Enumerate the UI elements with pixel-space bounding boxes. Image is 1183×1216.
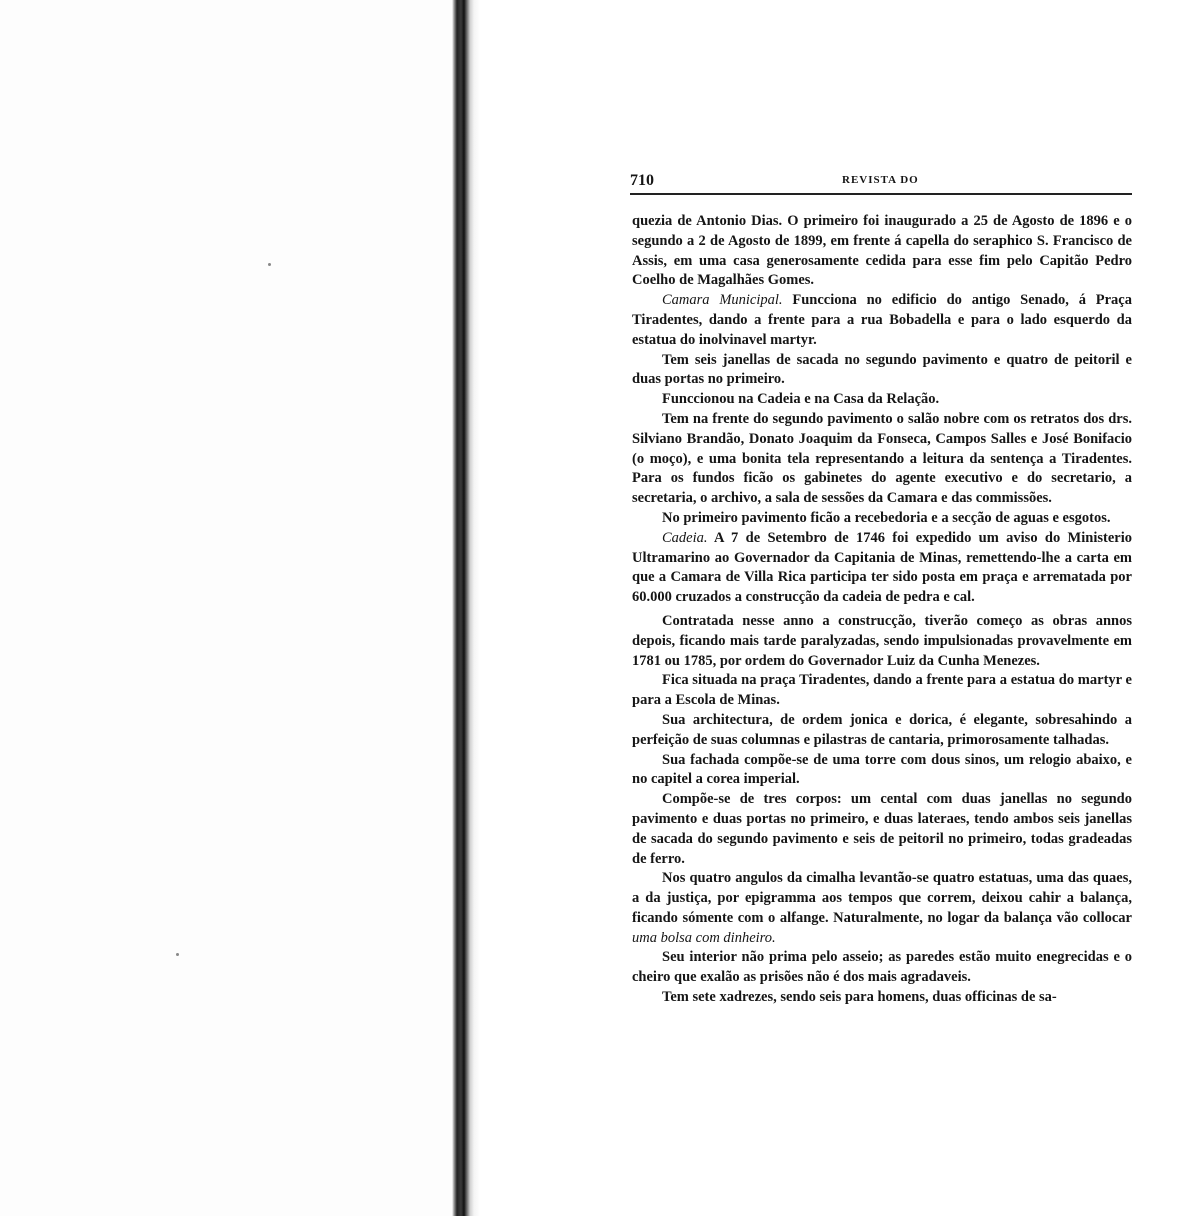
- paragraph-text: Nos quatro angulos da cimalha levantão-se quatro estatuas, uma das quaes, a da justiça, por epigramma aos tempos que correm, deixou cahir a balança, ficando sómente com o alfange. Naturalmente, no logar da balança vão collocar: [632, 870, 1132, 926]
- paragraph: [632, 390, 1132, 410]
- paragraph-text: Sua architectura, de ordem jonica e dorica, é elegante, sobresahindo a perfeição de suas columnas e pilastras de cantaria, primorosamente talhadas.: [632, 711, 1132, 748]
- paragraph-text: Tem na frente do segundo pavimento o salão nobre com os retratos dos drs. Silviano Brandão, Donato Joaquim da Fonseca, Campos Salles e José Bonifacio (o moço), e uma bonita tela representando a leitura da sentença a Tiradentes. Para os fundos ficão os gabinetes do agente executivo e do secretario, a secretaria, o archivo, a sala de sessões da Camara e das commissões.: [632, 410, 1132, 507]
- paper-speck: [176, 953, 179, 956]
- paragraph: [632, 351, 1132, 391]
- paragraph: [632, 509, 1132, 529]
- paragraph-text: Funcciona no edificio do antigo Senado, á Praça Tiradentes, dando a frente para a rua Bobadella e para o lado esquerdo da estatua do inolvinavel martyr.: [632, 292, 1132, 348]
- paragraph-text: Funccionou na Cadeia e na Casa da Relação.: [662, 391, 940, 408]
- body-text: [632, 212, 1132, 1008]
- header-rule: [630, 193, 1132, 195]
- paragraph-text: Tem seis janellas de sacada no segundo pavimento e quatro de peitoril e duas portas no primeiro.: [632, 351, 1132, 388]
- left-page-blank: [0, 0, 455, 1216]
- paragraph-text: Seu interior não prima pelo asseio; as paredes estão muito enegrecidas e o cheiro que exalão as prisões não é dos mais agradaveis.: [632, 949, 1132, 986]
- paragraph: [632, 869, 1132, 948]
- paragraph: [632, 212, 1132, 291]
- paragraph: [632, 948, 1132, 988]
- page-header: [630, 172, 1132, 194]
- paragraph: [632, 751, 1132, 791]
- section-heading-camara-municipal: Camara Municipal.: [662, 292, 783, 309]
- paragraph: [632, 988, 1132, 1008]
- running-head: REVISTA DO: [842, 174, 919, 186]
- paragraph-text: Tem sete xadrezes, sendo seis para homens, duas officinas de sa-: [662, 989, 1057, 1006]
- paragraph: [632, 612, 1132, 671]
- paragraph: [632, 671, 1132, 711]
- page-number: 710: [630, 172, 654, 189]
- paragraph: [632, 711, 1132, 751]
- paragraph: [632, 410, 1132, 509]
- book-spine-gutter: [452, 0, 480, 1216]
- paragraph: [632, 529, 1132, 608]
- paragraph-text: Compõe-se de tres corpos: um cental com duas janellas no segundo pavimento e duas portas no primeiro, e duas lateraes, tendo ambos seis janellas de sacada do segundo pavimento e seis de peitoril no primeiro, todas gradeadas de ferro.: [632, 791, 1132, 867]
- paragraph-text: quezia de Antonio Dias. O primeiro foi inaugurado a 25 de Agosto de 1896 e o segundo a 2 de Agosto de 1899, em frente á capella do seraphico S. Francisco de Assis, em uma casa generosamente cedida para esse fim pelo Capitão Pedro Coelho de Magalhães Gomes.: [632, 213, 1132, 289]
- paragraph: [632, 790, 1132, 869]
- paragraph-text: No primeiro pavimento ficão a recebedoria e a secção de aguas e esgotos.: [662, 509, 1111, 526]
- paragraph-text: Contratada nesse anno a construcção, tiverão começo as obras annos depois, ficando mais tarde paralyzadas, sendo impulsionadas provavelmente em 1781 ou 1785, por ordem do Governador Luiz da Cunha Menezes.: [632, 612, 1132, 669]
- paragraph-text: Fica situada na praça Tiradentes, dando a frente para a estatua do martyr e para a Escola de Minas.: [632, 672, 1132, 709]
- section-heading-cadeia: Cadeia.: [662, 529, 708, 546]
- paragraph: [632, 291, 1132, 350]
- paragraph-text: Sua fachada compõe-se de uma torre com dous sinos, um relogio abaixo, e no capitel a corea imperial.: [632, 751, 1132, 788]
- paper-speck: [268, 263, 271, 266]
- paragraph-text: A 7 de Setembro de 1746 foi expedido um aviso do Ministerio Ultramarino ao Governador da Capitania de Minas, remettendo-lhe a carta em que a Camara de Villa Rica participa ter sido posta em praça e arrematada por 60.000 cruzados a construcção da cadeia de pedra e cal.: [632, 529, 1132, 606]
- italic-phrase: uma bolsa com dinheiro.: [632, 929, 776, 946]
